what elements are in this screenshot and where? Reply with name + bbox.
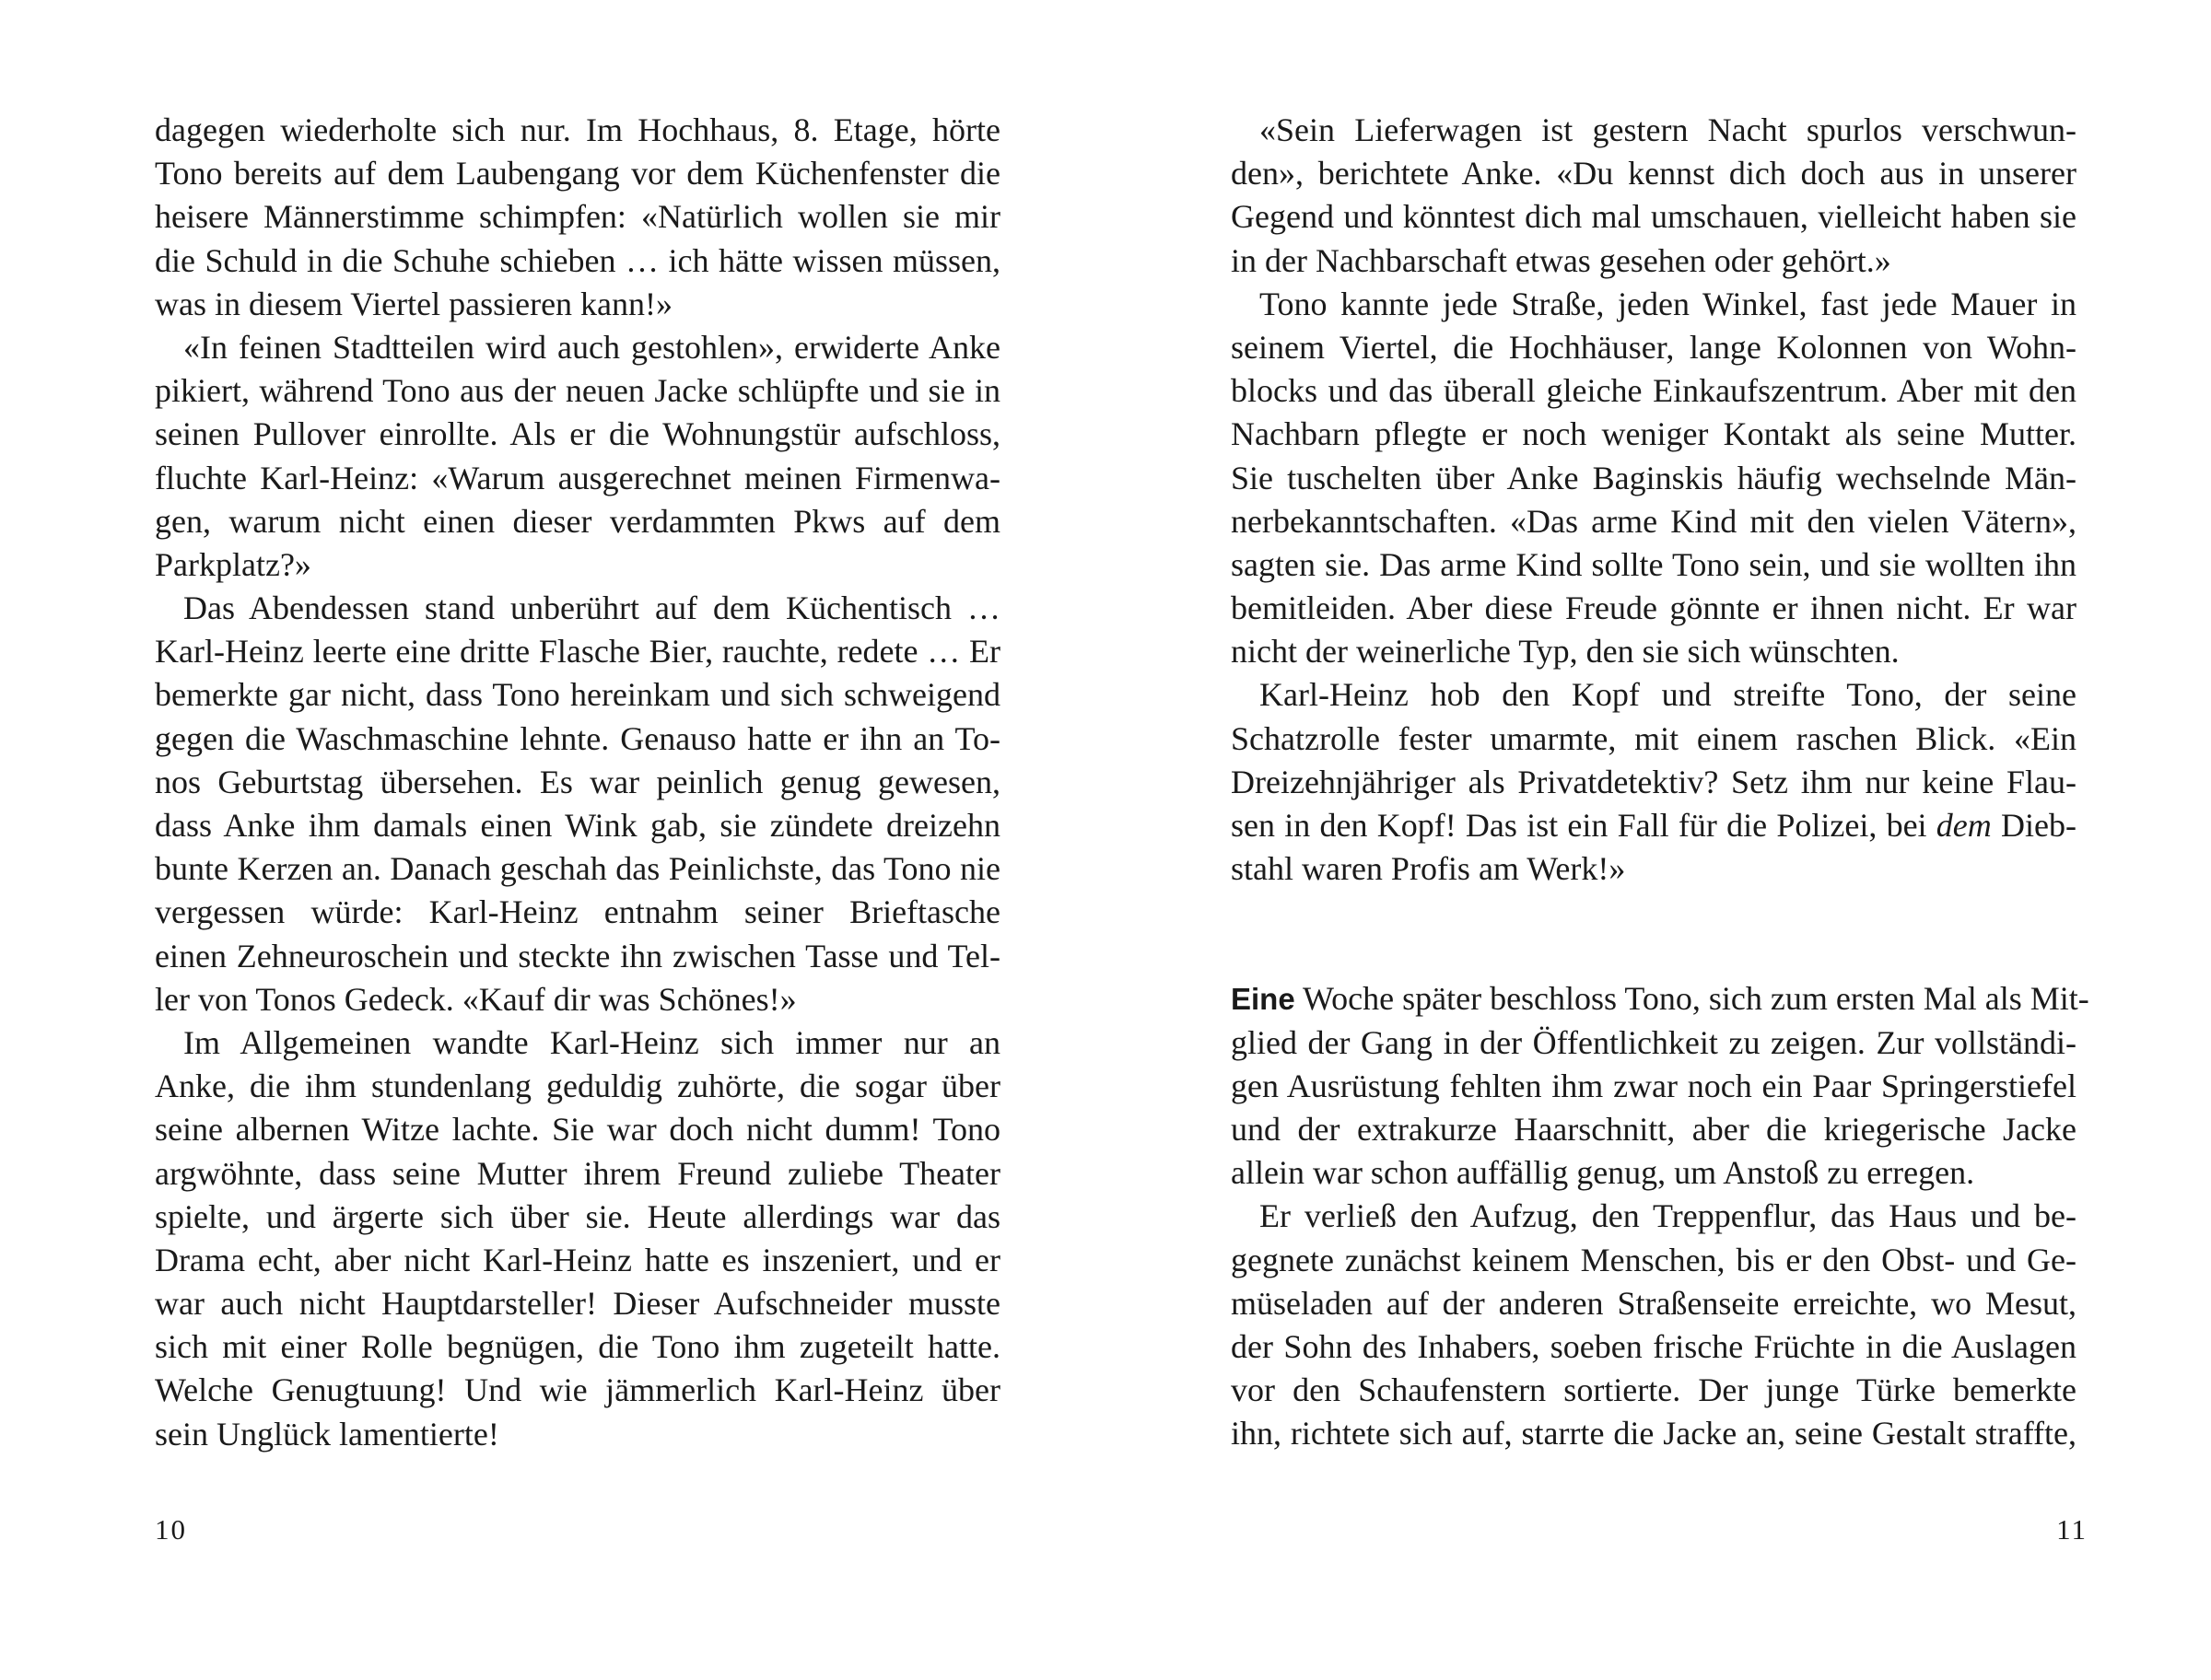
text-line: seinen Pullover einrollte. Als er die Wohnungstür aufschloss,	[155, 415, 1000, 453]
text-line: gen, warum nicht einen dieser verdammten Pkws auf dem	[155, 502, 1000, 540]
text-segment: sen in den Kopf! Das ist ein Fall für die Polizei, bei	[1231, 807, 1936, 844]
text-line: müseladen auf der anderen Straßenseite erreichte, wo Mesut,	[1231, 1284, 2076, 1322]
right-page	[1106, 0, 2211, 1680]
section-opening-line	[1231, 977, 2089, 1021]
section-break	[1231, 891, 2076, 977]
text-line: spielte, und ärgerte sich über sie. Heute allerdings war das	[155, 1197, 1000, 1235]
text-line: Anke, die ihm stundenlang geduldig zuhörte, die sogar über	[155, 1068, 1000, 1105]
text-line: allein war schon auffällig genug, um Anstoß zu erregen.	[1231, 1154, 1975, 1192]
text-line: gen Ausrüstung fehlten ihm zwar noch ein Paar Springerstiefel	[1231, 1067, 2076, 1104]
text-line: gegen die Waschmaschine lehnte. Genauso hatte er ihn an To-	[155, 719, 1000, 757]
text-line: Welche Genugtuung! Und wie jämmerlich Karl-Heinz über	[155, 1371, 1000, 1409]
text-line: bemerkte gar nicht, dass Tono hereinkam und sich schweigend	[155, 676, 1000, 714]
text-line: Tono kannte jede Straße, jeden Winkel, fast jede Mauer in	[1259, 285, 2076, 322]
text-line: Im Allgemeinen wandte Karl-Heinz sich immer nur an	[183, 1023, 1000, 1061]
text-line: in der Nachbarschaft etwas gesehen oder gehört.»	[1231, 241, 1891, 279]
text-line: die Schuld in die Schuhe schieben … ich hätte wissen müssen,	[155, 241, 1000, 279]
text-line: Sie tuschelten über Anke Baginskis häufig wechselnde Män-	[1231, 459, 2076, 496]
text-line: nicht der weinerliche Typ, den sie sich wünschten.	[1231, 633, 1900, 671]
page-number: 11	[2056, 1513, 2088, 1546]
page-number: 10	[155, 1513, 187, 1546]
text-line: heisere Männerstimme schimpfen: «Natürlich wollen sie mir	[155, 198, 1000, 236]
text-line: fluchte Karl-Heinz: «Warum ausgerechnet meinen Firmenwa-	[155, 459, 1000, 496]
left-page-text	[155, 109, 1000, 1456]
text-line: glied der Gang in der Öffentlichkeit zu zeigen. Zur vollständi-	[1231, 1023, 2076, 1061]
text-line: gegnete zunächst keinem Menschen, bis er den Obst- und Ge-	[1231, 1241, 2076, 1278]
text-line: Drama echt, aber nicht Karl-Heinz hatte es inszeniert, und er	[155, 1241, 1000, 1278]
text-line: und der extrakurze Haarschnitt, aber die kriegerische Jacke	[1231, 1110, 2076, 1148]
text-line: seinem Viertel, die Hochhäuser, lange Kolonnen von Wohn-	[1231, 328, 2076, 366]
text-line: einen Zehneuroschein und steckte ihn zwischen Tasse und Tel-	[155, 937, 1000, 974]
text-line: vergessen würde: Karl-Heinz entnahm seiner Brieftasche	[155, 893, 1000, 931]
text-line: Gegend und könntest dich mal umschauen, vielleicht haben sie	[1231, 198, 2076, 236]
text-line: den», berichtete Anke. «Du kennst dich doch aus in unserer	[1231, 155, 2076, 192]
text-line: argwöhnte, dass seine Mutter ihrem Freund zuliebe Theater	[155, 1154, 1000, 1192]
text-line: «In feinen Stadtteilen wird auch gestohlen», erwiderte Anke	[183, 328, 1000, 366]
text-line: Tono bereits auf dem Laubengang vor dem Küchenfenster die	[155, 155, 1000, 192]
text-line: sich mit einer Rolle begnügen, die Tono ihm zugeteilt hatte.	[155, 1328, 1000, 1366]
run-in-heading: Eine	[1231, 982, 1295, 1017]
text-line: ler von Tonos Gedeck. «Kauf dir was Schönes!»	[155, 980, 797, 1018]
text-line: pikiert, während Tono aus der neuen Jacke schlüpfte und sie in	[155, 372, 1000, 410]
text-line: dass Anke ihm damals einen Wink gab, sie zündete dreizehn	[155, 807, 1000, 844]
text-line: sein Unglück lamentierte!	[155, 1415, 499, 1452]
text-line: bunte Kerzen an. Danach geschah das Peinlichste, das Tono nie	[155, 850, 1000, 888]
text-line: blocks und das überall gleiche Einkaufszentrum. Aber mit den	[1231, 372, 2076, 410]
right-page-text	[1231, 109, 2089, 1455]
text-line: Parkplatz?»	[155, 545, 311, 583]
text-line: ihn, richtete sich auf, starrte die Jacke an, seine Gestalt straffte,	[1231, 1415, 2076, 1452]
text-line: Karl-Heinz leerte eine dritte Flasche Bier, rauchte, redete … Er	[155, 633, 1000, 671]
text-segment: Dieb-	[1991, 807, 2076, 844]
text-line-mixed	[1231, 804, 2076, 847]
text-line: bemitleiden. Aber diese Freude gönnte er ihnen nicht. Er war	[1231, 589, 2076, 627]
text-line: nerbekanntschaften. «Das arme Kind mit den vielen Vätern»,	[1231, 502, 2076, 540]
text-line: Karl-Heinz hob den Kopf und streifte Tono, der seine	[1259, 676, 2076, 714]
text-line: Nachbarn pflegte er noch weniger Kontakt als seine Mutter.	[1231, 415, 2076, 453]
text-line: Dreizehnjähriger als Privatdetektiv? Setz ihm nur keine Flau-	[1231, 763, 2076, 800]
italic-emphasis: dem	[1936, 807, 1992, 844]
text-line: war auch nicht Hauptdarsteller! Dieser Aufschneider musste	[155, 1285, 1000, 1323]
text-line: nos Geburtstag übersehen. Es war peinlich genug gewesen,	[155, 763, 1000, 800]
text-line: seine albernen Witze lachte. Sie war doch nicht dumm! Tono	[155, 1111, 1000, 1149]
text-segment: Woche später beschloss Tono, sich zum ersten Mal als Mit-	[1294, 980, 2089, 1018]
text-line: stahl waren Profis am Werk!»	[1231, 850, 1626, 888]
text-line: Er verließ den Aufzug, den Treppenflur, das Haus und be-	[1259, 1197, 2076, 1235]
text-line: der Sohn des Inhabers, soeben frische Früchte in die Auslagen	[1231, 1327, 2076, 1365]
text-line: Das Abendessen stand unberührt auf dem Küchentisch …	[183, 589, 1000, 627]
text-line: was in diesem Viertel passieren kann!»	[155, 285, 673, 322]
text-line: Schatzrolle fester umarmte, mit einem raschen Blick. «Ein	[1231, 719, 2076, 757]
text-line: dagegen wiederholte sich nur. Im Hochhaus, 8. Etage, hörte	[155, 111, 1000, 148]
text-line: vor den Schaufenstern sortierte. Der junge Türke bemerkte	[1231, 1371, 2076, 1409]
text-line: «Sein Lieferwagen ist gestern Nacht spurlos verschwun-	[1259, 111, 2076, 148]
text-line: sagten sie. Das arme Kind sollte Tono sein, und sie wollten ihn	[1231, 545, 2076, 583]
